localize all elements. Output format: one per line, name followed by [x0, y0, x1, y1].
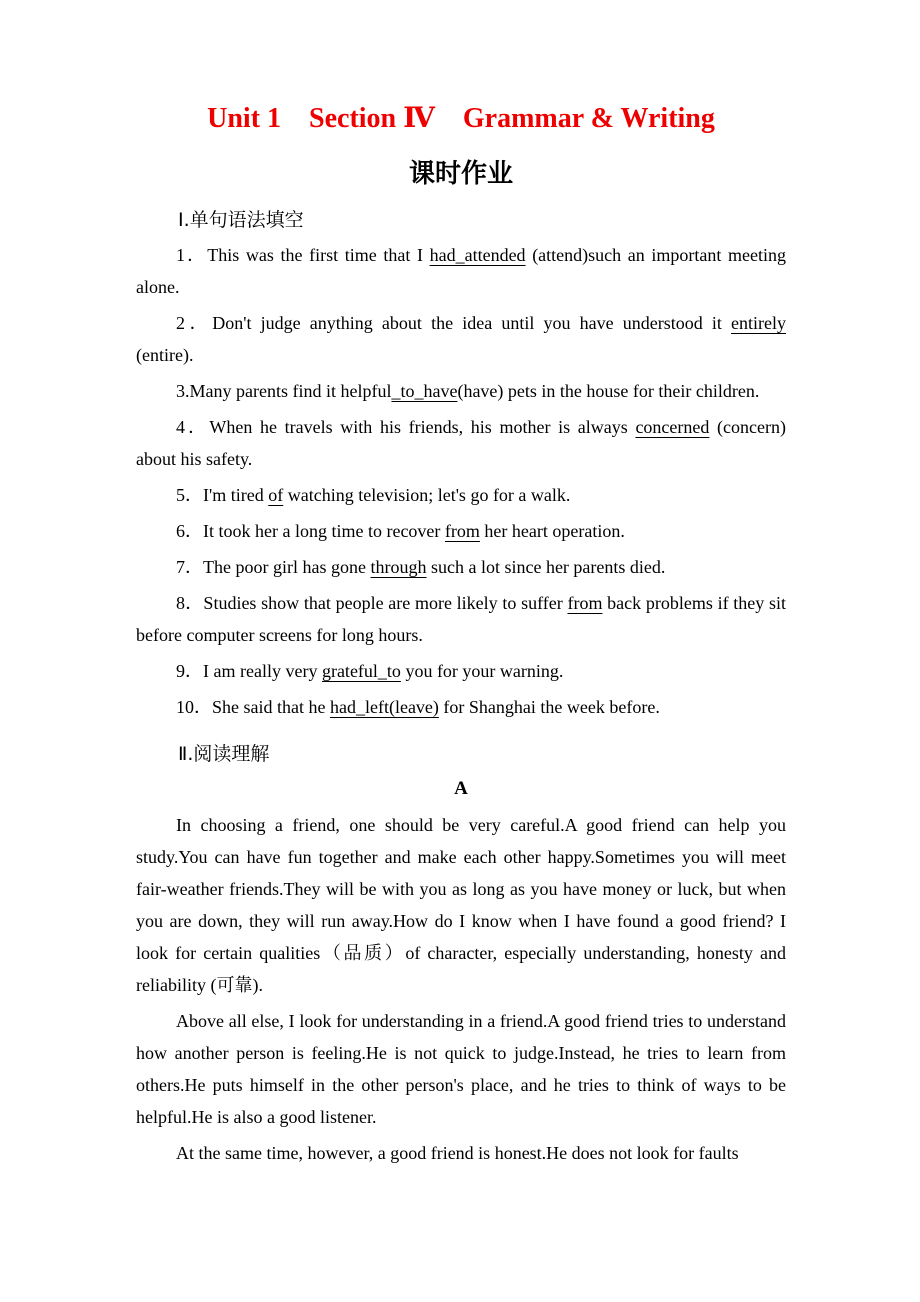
sentence-text: (have) pets in the house for their children. [457, 381, 760, 401]
answer-blank: had_left(leave) [329, 697, 439, 717]
sentence-text: 5．I'm tired [176, 485, 269, 505]
answer-blank: _to_have [391, 381, 458, 401]
section2-heading: Ⅱ.阅读理解 [178, 743, 270, 765]
sentence-text: 8．Studies show that people are more likely to suffer [176, 593, 568, 613]
sentence-text: 2．Don't judge anything about the idea until you have understood it [176, 313, 732, 333]
exercise-item [136, 691, 786, 723]
exercise-item [136, 411, 786, 475]
sentence-text: 9．I am really very [176, 661, 322, 681]
passage-paragraph: In choosing a friend, one should be very careful.A good friend can help you study.You can have fun together and make each other happy.Sometimes you will meet fair-weather friends.They will be with you as long as you have money or luck, but when you are down, they will run away.How do I know when I have found a good friend? I look for certain qualities（品质）of character, especially understanding, honesty and reliability (可靠). [136, 815, 786, 995]
exercise-item [136, 655, 786, 687]
answer-blank: through [370, 557, 427, 577]
answer-blank: of [268, 485, 284, 505]
passage-label: A [454, 778, 468, 799]
exercise-item [136, 587, 786, 651]
sentence-text: you for your warning. [400, 661, 564, 681]
exercise-item [136, 515, 786, 547]
page-subtitle: 课时作业 [408, 159, 513, 189]
passage-paragraph: At the same time, however, a good friend is honest.He does not look for faults [176, 1143, 739, 1163]
sentence-text: (entire). [136, 345, 194, 365]
sentence-text: back problems if they sit before computer screens for long hours. [136, 593, 786, 645]
answer-blank: from [444, 521, 480, 541]
sentence-text: (concern) about his safety. [136, 417, 787, 469]
sentence-text: 4．When he travels with his friends, his mother is always [176, 417, 636, 437]
exercise-item [136, 307, 786, 371]
sentence-text: 3.Many parents find it helpful [176, 381, 392, 401]
sentence-text: 6．It took her a long time to recover [176, 521, 445, 541]
answer-blank: had_attended [429, 245, 526, 265]
sentence-text: for Shanghai the week before. [438, 697, 660, 717]
page-title: Unit 1 Section Ⅳ Grammar & Writing [207, 103, 715, 134]
sentence-text: watching television; let's go for a walk. [283, 485, 571, 505]
sentence-text: her heart operation. [479, 521, 625, 541]
sentence-text: such a lot since her parents died. [426, 557, 666, 577]
answer-blank: grateful_to [321, 661, 401, 681]
answer-blank: concerned [635, 417, 710, 437]
sentence-text: 7．The poor girl has gone [176, 557, 371, 577]
section1-heading: Ⅰ.单句语法填空 [178, 209, 304, 231]
exercise-item [136, 375, 786, 407]
exercise-item [136, 551, 786, 583]
sentence-text: 1．This was the first time that I [176, 245, 430, 265]
exercise-list [136, 239, 786, 723]
passage-paragraph: Above all else, I look for understanding in a friend.A good friend tries to understand how another person is feeling.He is not quick to judge.Instead, he tries to learn from others.He puts himself in the other person's place, and he tries to think of ways to be helpful.He is also a good listener. [136, 1011, 786, 1127]
sentence-text: 10．She said that he [176, 697, 330, 717]
exercise-item [136, 239, 786, 303]
answer-blank: entirely [731, 313, 786, 333]
answer-blank: from [567, 593, 603, 613]
exercise-item [136, 479, 786, 511]
reading-passage [136, 809, 786, 1169]
sentence-text: (attend)such an important meeting alone. [136, 245, 786, 297]
